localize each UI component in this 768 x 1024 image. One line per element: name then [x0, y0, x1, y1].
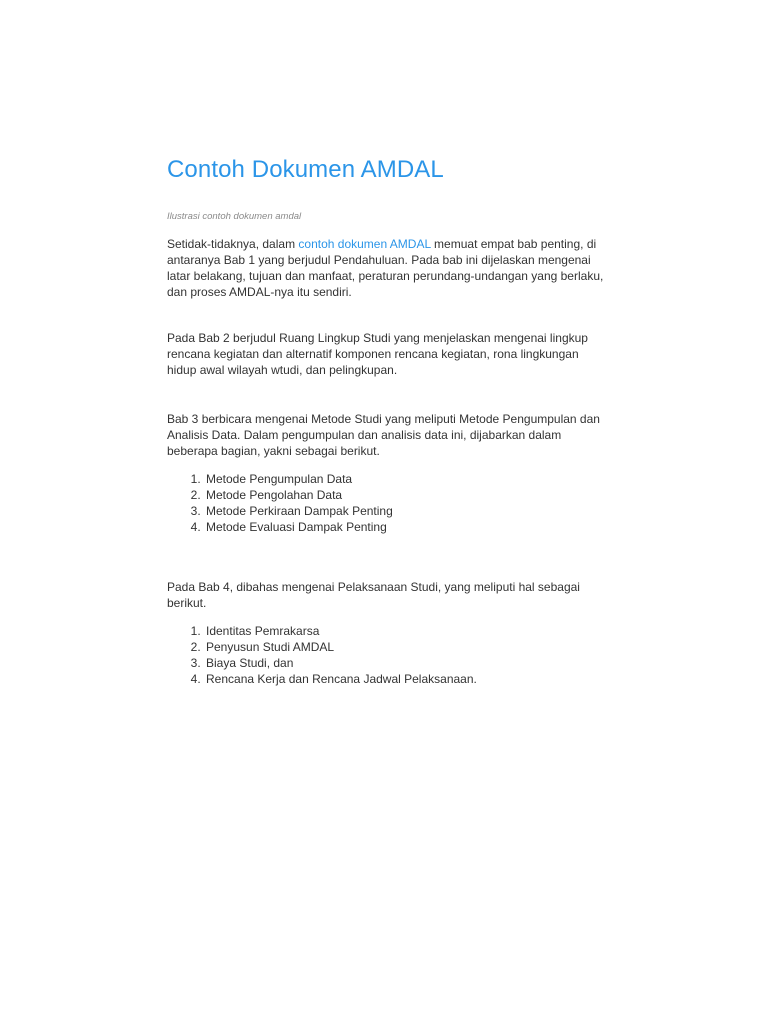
- list-item: 1. Metode Pengumpulan Data: [204, 471, 607, 487]
- contoh-dokumen-amdal-link[interactable]: contoh dokumen AMDAL: [298, 237, 431, 251]
- bab3-paragraph: Bab 3 berbicara mengenai Metode Studi yang meliputi Metode Pengumpulan dan Analisis Data. Dalam pengumpulan dan analisis data ini, dijabarkan dalam beberapa bagian, yakni sebagai berikut.: [167, 412, 600, 458]
- bab2-paragraph: Pada Bab 2 berjudul Ruang Lingkup Studi yang menjelaskan mengenai lingkup rencana kegiatan dan alternatif komponen rencana kegiatan, rona lingkungan hidup awal wilayah wtudi, dan pelingkupan.: [167, 331, 588, 377]
- bab4-paragraph: Pada Bab 4, dibahas mengenai Pelaksanaan Studi, yang meliputi hal sebagai berikut.: [167, 580, 580, 610]
- list-item: 4. Rencana Kerja dan Rencana Jadwal Pelaksanaan.: [204, 671, 607, 687]
- list-item: 2. Penyusun Studi AMDAL: [204, 639, 607, 655]
- intro-text-before: Setidak-tidaknya, dalam: [167, 237, 299, 251]
- list-item: 3. Biaya Studi, dan: [204, 655, 607, 671]
- list-item: 1. Identitas Pemrakarsa: [204, 623, 607, 639]
- image-caption: Ilustrasi contoh dokumen amdal: [167, 211, 302, 222]
- document-page: [167, 152, 607, 687]
- list-item: 4. Metode Evaluasi Dampak Penting: [204, 519, 607, 535]
- intro-paragraph: [167, 236, 607, 300]
- list-item: 2. Metode Pengolahan Data: [204, 487, 607, 503]
- intro-text-after: memuat empat bab penting, di antaranya Bab 1 yang berjudul Pendahuluan. Pada bab ini dijelaskan mengenai latar belakang, tujuan dan manfaat, peraturan perundang-undangan yang berlaku, dan proses AMDAL-nya itu sendiri.: [167, 237, 604, 299]
- page-title: Contoh Dokumen AMDAL: [167, 156, 444, 183]
- bab4-item-list: [167, 623, 607, 687]
- bab3-method-list: [167, 471, 607, 535]
- list-item: 3. Metode Perkiraan Dampak Penting: [204, 503, 607, 519]
